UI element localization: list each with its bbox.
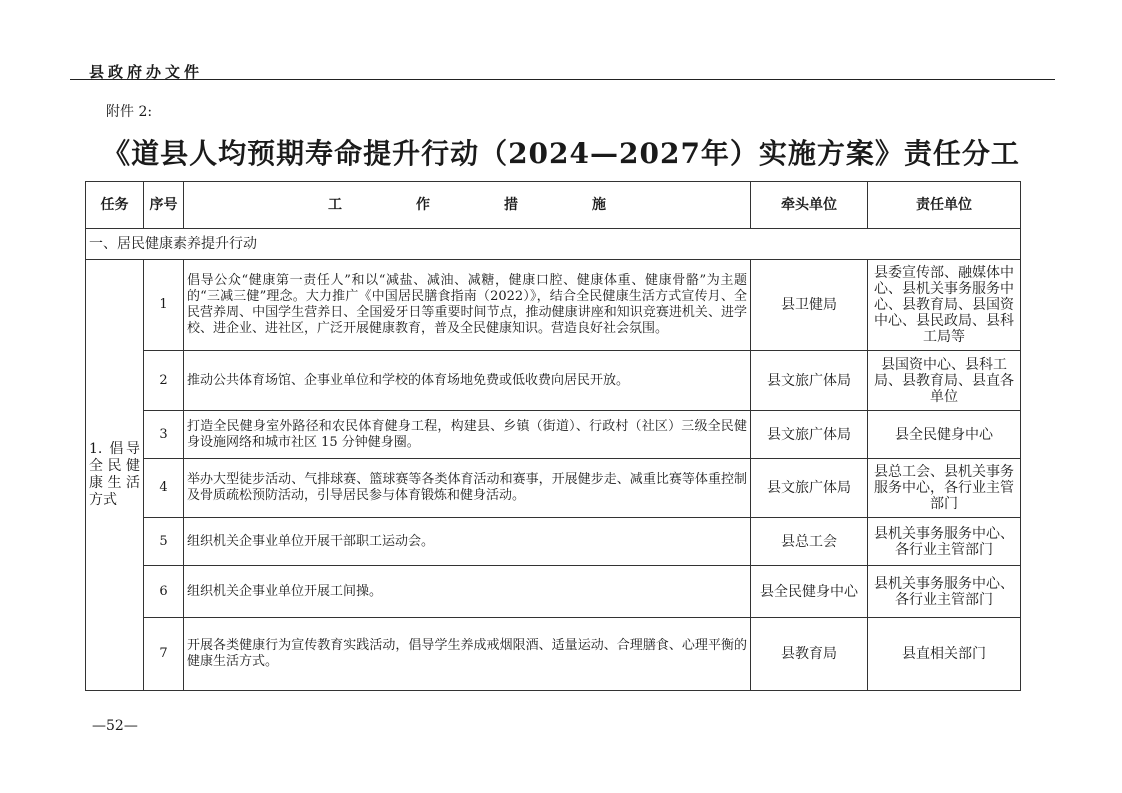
section-row: [86, 229, 1021, 260]
table-row: [86, 260, 1021, 351]
row-responsible-units: 县机关事务服务中心、各行业主管部门: [868, 518, 1021, 566]
row-lead-unit: 县卫健局: [751, 260, 868, 351]
table-row: [86, 518, 1021, 566]
row-seq: 1: [144, 260, 184, 351]
row-lead-unit: 县总工会: [751, 518, 868, 566]
page-number: —52—: [92, 718, 138, 734]
table-row: [86, 411, 1021, 459]
row-lead-unit: 县教育局: [751, 618, 868, 691]
row-seq: 4: [144, 459, 184, 518]
row-lead-unit: 县文旅广体局: [751, 351, 868, 411]
row-measure: 打造全民健身室外路径和农民体育健身工程，构建县、乡镇（街道）、行政村（社区）三级全民健身设施网络和城市社区 15 分钟健身圈。: [184, 411, 751, 459]
responsibility-table: [85, 181, 1021, 691]
table-header-row: [86, 182, 1021, 229]
row-lead-unit: 县全民健身中心: [751, 566, 868, 618]
row-lead-unit: 县文旅广体局: [751, 459, 868, 518]
header-org: 县政府办文件: [89, 63, 204, 81]
section-title: 一、居民健康素养提升行动: [86, 229, 1021, 260]
row-seq: 5: [144, 518, 184, 566]
table-row: [86, 566, 1021, 618]
row-responsible-units: 县全民健身中心: [868, 411, 1021, 459]
table-row: [86, 618, 1021, 691]
table-row: [86, 459, 1021, 518]
row-measure: 倡导公众“健康第一责任人”和以“减盐、减油、减糖，健康口腔、健康体重、健康骨骼”为主题的“三减三健”理念。大力推广《中国居民膳食指南（2022）》，结合全民健康生活方式宣传月、全民营养周、中国学生营养日、全国爱牙日等重要时间节点，推动健康讲座和知识竞赛进机关、进学校、进企业、进社区，广泛开展健康教育，普及全民健康知识。营造良好社会氛围。: [184, 260, 751, 351]
row-responsible-units: 县国资中心、县科工局、县教育局、县直各单位: [868, 351, 1021, 411]
col-header-measure: 工 作 措 施: [184, 182, 751, 229]
attachment-label: 附件 2:: [106, 104, 153, 120]
row-measure: 组织机关企事业单位开展干部职工运动会。: [184, 518, 751, 566]
row-measure: 举办大型徒步活动、气排球赛、篮球赛等各类体育活动和赛事，开展健步走、减重比赛等体重控制及骨质疏松预防活动，引导居民参与体育锻炼和健身活动。: [184, 459, 751, 518]
row-responsible-units: 县委宣传部、融媒体中心、县机关事务服务中心、县教育局、县国资中心、县民政局、县科工局等: [868, 260, 1021, 351]
table-row: [86, 351, 1021, 411]
row-measure: 推动公共体育场馆、企事业单位和学校的体育场地免费或低收费向居民开放。: [184, 351, 751, 411]
row-seq: 2: [144, 351, 184, 411]
row-seq: 6: [144, 566, 184, 618]
row-seq: 7: [144, 618, 184, 691]
document-title: 《道县人均预期寿命提升行动（2024—2027年）实施方案》责任分工: [102, 137, 1020, 170]
col-header-resp: 责任单位: [868, 182, 1021, 229]
row-responsible-units: 县机关事务服务中心、各行业主管部门: [868, 566, 1021, 618]
row-lead-unit: 县文旅广体局: [751, 411, 868, 459]
row-measure: 组织机关企事业单位开展工间操。: [184, 566, 751, 618]
row-responsible-units: 县总工会、县机关事务服务中心，各行业主管部门: [868, 459, 1021, 518]
row-measure: 开展各类健康行为宣传教育实践活动，倡导学生养成戒烟限酒、适量运动、合理膳食、心理平衡的健康生活方式。: [184, 618, 751, 691]
task-name: 1. 倡导全民健康生活方式: [86, 260, 144, 691]
col-header-seq: 序号: [144, 182, 184, 229]
header-divider: [70, 79, 1055, 80]
row-responsible-units: 县直相关部门: [868, 618, 1021, 691]
col-header-lead: 牵头单位: [751, 182, 868, 229]
col-header-task: 任务: [86, 182, 144, 229]
row-seq: 3: [144, 411, 184, 459]
